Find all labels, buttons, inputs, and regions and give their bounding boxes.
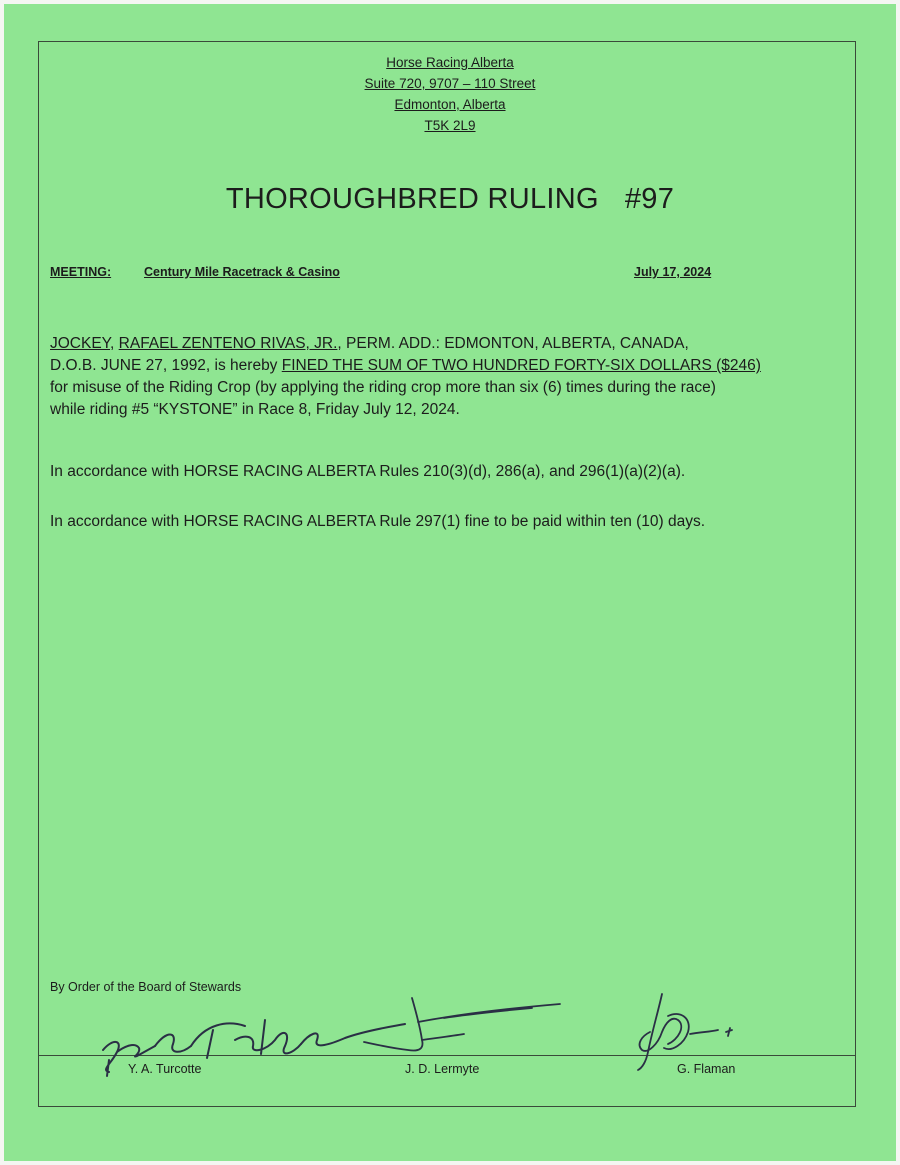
- ruling-title: [0, 183, 900, 216]
- steward-name-3: G. Flaman: [677, 1062, 736, 1076]
- ruling-line-2: [50, 355, 856, 377]
- steward-name-2: J. D. Lermyte: [405, 1062, 480, 1076]
- letterhead-address: [0, 52, 900, 136]
- signature-lermyte: [360, 996, 570, 1058]
- ruling-number: #97: [624, 183, 675, 215]
- rules-paragraph-2: In accordance with HORSE RACING ALBERTA Rule 297(1) fine to be paid within ten (10) days.: [50, 513, 706, 530]
- ruling-dob: D.O.B. JUNE 27, 1992, is hereby: [50, 357, 282, 374]
- org-street: Suite 720, 9707 – 110 Street: [364, 76, 536, 91]
- org-postal: T5K 2L9: [424, 118, 476, 133]
- ruling-line-4: while riding #5 “KYSTONE” in Race 8, Friday July 12, 2024.: [50, 401, 460, 418]
- ruling-address: , PERM. ADD.: EDMONTON, ALBERTA, CANADA,: [337, 335, 689, 352]
- ruling-jockey-name: RAFAEL ZENTENO RIVAS, JR.: [118, 335, 338, 352]
- ruling-line-1: JOCKEY, RAFAEL ZENTENO RIVAS, JR., PERM. ADD.: EDMONTON, ALBERTA, CANADA,: [50, 335, 689, 352]
- org-city: Edmonton, Alberta: [394, 97, 506, 112]
- signature-flaman: [628, 992, 748, 1072]
- org-name: Horse Racing Alberta: [386, 55, 514, 70]
- ruling-line-3: for misuse of the Riding Crop (by applying the riding crop more than six (6) times during the race): [50, 379, 716, 396]
- meeting-date: July 17, 2024: [634, 265, 712, 279]
- board-order: By Order of the Board of Stewards: [50, 980, 242, 994]
- meeting-label: MEETING:: [50, 265, 112, 279]
- ruling-fine: FINED THE SUM OF TWO HUNDRED FORTY-SIX DOLLARS ($246): [281, 357, 761, 374]
- ruling-title-text: THOROUGHBRED RULING: [225, 183, 599, 215]
- rules-paragraph-1: In accordance with HORSE RACING ALBERTA Rules 210(3)(d), 286(a), and 296(1)(a)(2)(a).: [50, 463, 686, 480]
- ruling-role: JOCKEY: [50, 335, 111, 352]
- ruling-paragraph: [50, 333, 856, 421]
- steward-name-1: Y. A. Turcotte: [128, 1062, 202, 1076]
- meeting-venue: Century Mile Racetrack & Casino: [144, 265, 340, 279]
